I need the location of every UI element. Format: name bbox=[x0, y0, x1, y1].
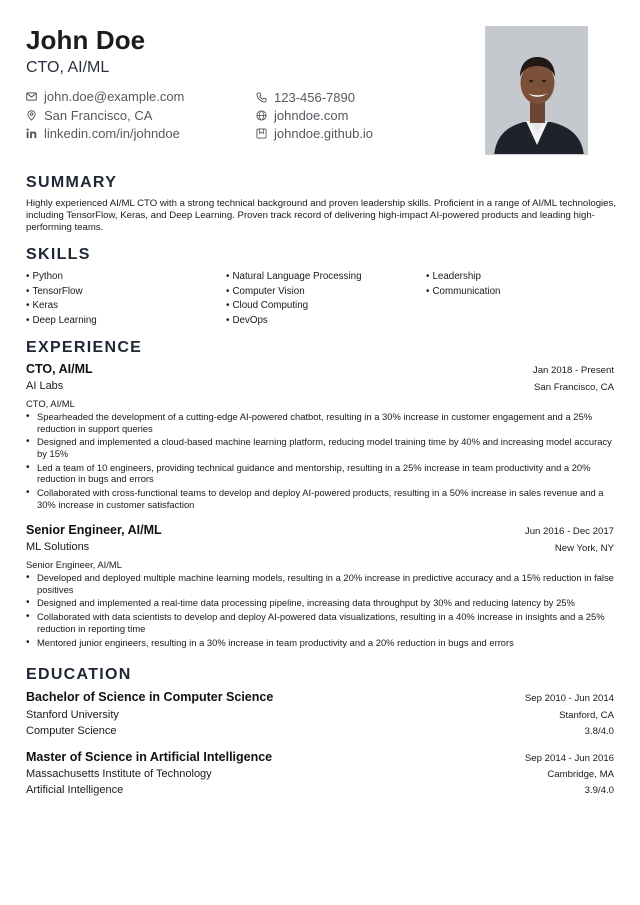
job-bullet: • Led a team of 10 engineers, providing technical guidance and mentorship, resulting in a 25% increase in team productivity and a 20% reduction in bugs and errors bbox=[26, 462, 616, 485]
skills-heading: SKILLS bbox=[26, 246, 91, 263]
job-bullet: • Collaborated with cross-functional teams to develop and deploy AI-powered products, resulting in a 50% increase in sales revenue and a 30% increase in customer satisfaction bbox=[26, 487, 616, 510]
contact-website-text: johndoe.com bbox=[274, 107, 349, 123]
contact-phone-text: 123-456-7890 bbox=[274, 89, 355, 105]
location-icon bbox=[26, 110, 37, 121]
contact-website[interactable] bbox=[256, 107, 348, 123]
job-dates: Jun 2016 - Dec 2017 bbox=[524, 526, 614, 537]
skill-item: • Communication bbox=[426, 285, 501, 300]
job-bullet: • Mentored junior engineers, resulting in a 30% increase in team productivity and a 20% reduction in bugs and errors bbox=[26, 637, 616, 649]
skill-item: • Natural Language Processing bbox=[226, 270, 362, 285]
skill-item: • Python bbox=[26, 270, 97, 285]
skills-column-2 bbox=[226, 270, 362, 328]
contact-linkedin-text: linkedin.com/in/johndoe bbox=[44, 125, 180, 141]
job-company: AI Labs bbox=[26, 380, 64, 392]
education-heading: EDUCATION bbox=[26, 666, 132, 683]
skill-item: • Deep Learning bbox=[26, 314, 97, 329]
edu-gpa: 3.9/4.0 bbox=[584, 785, 614, 796]
edu-degree: Master of Science in Artificial Intelligence bbox=[26, 750, 273, 764]
job-bullet: • Spearheaded the development of a cutting-edge AI-powered chatbot, resulting in a 30% increase in customer engagement and a 25% reduction in support queries bbox=[26, 411, 616, 434]
edu-gpa: 3.8/4.0 bbox=[584, 726, 614, 737]
skill-item: • Leadership bbox=[426, 270, 501, 285]
skill-item: • TensorFlow bbox=[26, 285, 97, 300]
contact-location-text: San Francisco, CA bbox=[44, 107, 153, 123]
experience-heading: EXPERIENCE bbox=[26, 339, 143, 356]
contact-email[interactable] bbox=[26, 88, 184, 104]
job-bullet: • Designed and implemented a real-time data processing pipeline, increasing data throughput by 30% and reducing latency by 25% bbox=[26, 597, 616, 609]
job-subrole: Senior Engineer, AI/ML bbox=[26, 559, 122, 570]
skill-item: • Keras bbox=[26, 299, 97, 314]
job-bullet: • Collaborated with data scientists to develop and deploy AI-powered data visualizations, resulting in a 40% increase in insights and a 25% reduction in reporting time bbox=[26, 611, 616, 634]
skills-column-3 bbox=[426, 270, 501, 299]
summary-text: Highly experienced AI/ML CTO with a strong technical background and proven leadership skills. Proficient in a range of AI/ML technologies, including TensorFlow, Keras, and Deep Learning. Proven track record of delivering high-impact AI-powered products and leading high-performing teams. bbox=[26, 198, 616, 233]
edu-field: Artificial Intelligence bbox=[26, 784, 124, 796]
job-location: San Francisco, CA bbox=[534, 382, 614, 393]
edu-dates: Sep 2014 - Jun 2016 bbox=[524, 753, 614, 764]
job-dates: Jan 2018 - Present bbox=[532, 365, 614, 376]
contact-phone[interactable] bbox=[256, 89, 355, 105]
skill-item: • Computer Vision bbox=[226, 285, 362, 300]
job-title: CTO, AI/ML bbox=[26, 362, 93, 376]
linkedin-icon bbox=[26, 128, 37, 139]
phone-icon bbox=[256, 92, 267, 103]
github-icon bbox=[256, 128, 267, 139]
candidate-role: CTO, AI/ML bbox=[26, 59, 110, 76]
skill-item: • Cloud Computing bbox=[226, 299, 362, 314]
job-bullet: • Developed and deployed multiple machine learning models, resulting in a 20% increase in predictive accuracy and a 15% reduction in false positives bbox=[26, 572, 616, 595]
job-bullet: • Designed and implemented a cloud-based machine learning platform, reducing model training time by 40% and increasing model accuracy by 15% bbox=[26, 436, 616, 459]
skills-column-1 bbox=[26, 270, 97, 328]
job-location: New York, NY bbox=[554, 543, 614, 554]
job-bullets bbox=[26, 572, 616, 650]
job-title: Senior Engineer, AI/ML bbox=[26, 523, 162, 537]
mail-icon bbox=[26, 91, 37, 102]
edu-school: Stanford University bbox=[26, 709, 119, 721]
contact-email-text: john.doe@example.com bbox=[44, 88, 185, 104]
candidate-name: John Doe bbox=[26, 25, 146, 55]
edu-school: Massachusetts Institute of Technology bbox=[26, 768, 212, 780]
skill-item: • DevOps bbox=[226, 314, 362, 329]
contact-github-text: johndoe.github.io bbox=[274, 125, 374, 141]
job-bullets bbox=[26, 411, 616, 513]
edu-field: Computer Science bbox=[26, 725, 117, 737]
globe-icon bbox=[256, 110, 267, 121]
job-company: ML Solutions bbox=[26, 541, 90, 553]
contact-linkedin[interactable] bbox=[26, 125, 180, 141]
contact-github[interactable] bbox=[256, 125, 373, 141]
summary-heading: SUMMARY bbox=[26, 174, 118, 191]
profile-photo bbox=[485, 26, 588, 155]
edu-degree: Bachelor of Science in Computer Science bbox=[26, 690, 274, 704]
contact-location bbox=[26, 107, 152, 123]
edu-location: Cambridge, MA bbox=[547, 769, 614, 780]
edu-location: Stanford, CA bbox=[559, 710, 614, 721]
job-subrole: CTO, AI/ML bbox=[26, 398, 75, 409]
edu-dates: Sep 2010 - Jun 2014 bbox=[524, 693, 614, 704]
